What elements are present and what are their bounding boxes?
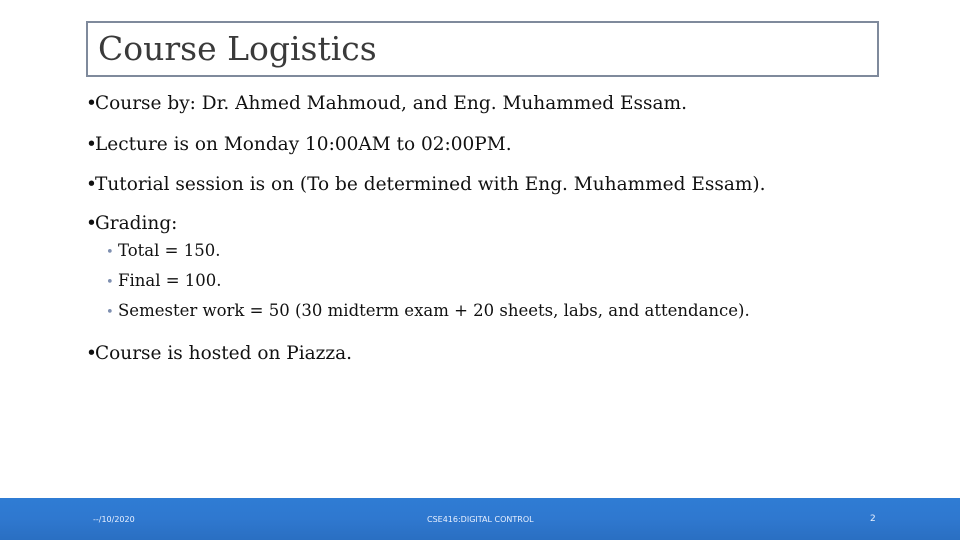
sub-bullet-marker: • xyxy=(106,275,114,290)
bullet-text: Course is hosted on Piazza. xyxy=(95,343,353,364)
sub-bullet-text: Total = 150. xyxy=(118,241,221,260)
sub-bullet-marker: • xyxy=(106,245,114,260)
sub-bullet-item xyxy=(106,270,222,294)
sub-bullet-marker: • xyxy=(106,305,114,320)
footer-date: --/10/2020 xyxy=(93,515,135,524)
bullet-marker: • xyxy=(86,343,97,364)
footer-course: CSE416:DIGITAL CONTROL xyxy=(427,515,534,524)
sub-bullet-text: Semester work = 50 (30 midterm exam + 20 sheets, labs, and attendance). xyxy=(118,301,750,320)
bullet-text: Tutorial session is on (To be determined with Eng. Muhammed Essam). xyxy=(95,174,766,195)
bullet-marker: • xyxy=(86,213,97,234)
bullet-item xyxy=(86,92,687,116)
bullet-marker: • xyxy=(86,174,97,195)
bullet-text: Grading: xyxy=(95,213,178,234)
slide-title: Course Logistics xyxy=(98,29,377,68)
bullet-item-grading xyxy=(86,212,177,236)
page-number: 2 xyxy=(870,514,876,524)
bullet-item xyxy=(86,133,512,157)
bullet-item xyxy=(86,342,352,366)
bullet-marker: • xyxy=(86,134,97,155)
bullet-text: Course by: Dr. Ahmed Mahmoud, and Eng. Muhammed Essam. xyxy=(95,93,687,114)
title-box xyxy=(86,21,879,77)
sub-bullet-item xyxy=(106,240,220,264)
sub-bullet-text: Final = 100. xyxy=(118,271,222,290)
sub-bullet-item xyxy=(106,300,750,324)
footer-bar xyxy=(0,498,960,540)
bullet-text: Lecture is on Monday 10:00AM to 02:00PM. xyxy=(95,134,512,155)
bullet-marker: • xyxy=(86,93,97,114)
bullet-item xyxy=(86,173,766,197)
